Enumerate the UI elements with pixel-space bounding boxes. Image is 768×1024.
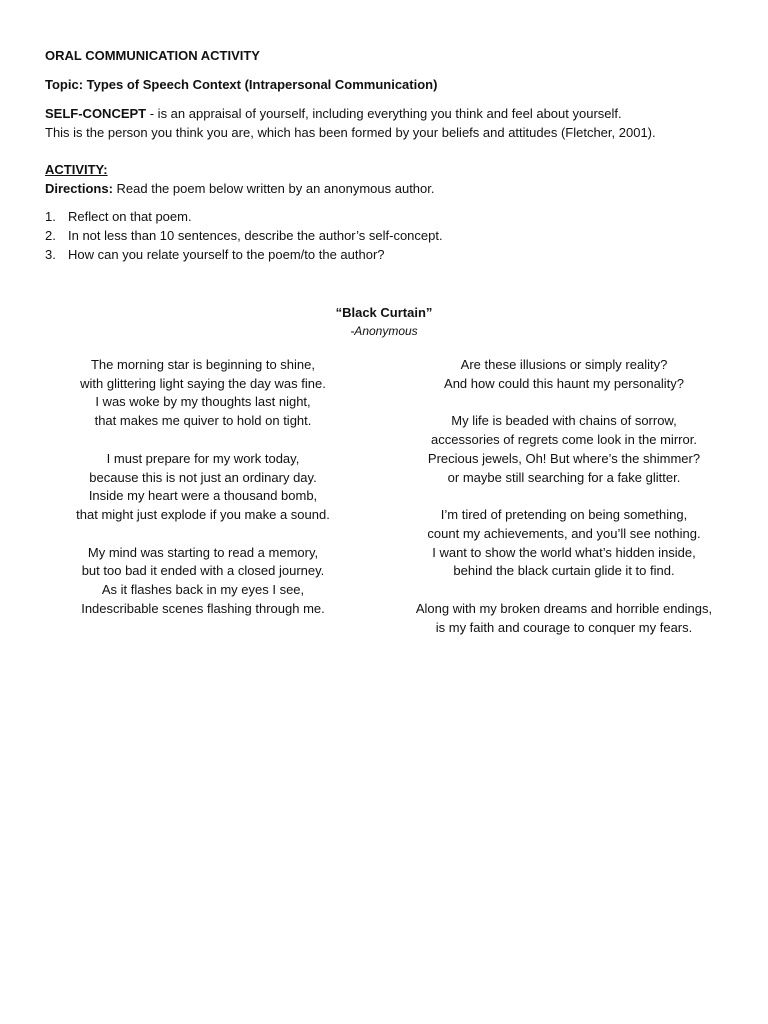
verse-line: count my achievements, and you’ll see nothing. [427, 525, 701, 541]
list-item-number: 1. [45, 209, 56, 224]
verse-line: Precious jewels, Oh! But where’s the shimmer? [427, 450, 701, 466]
verse-line: that makes me quiver to hold on tight. [94, 413, 312, 429]
stanza [60, 544, 346, 619]
verse-line: because this is not just an ordinary day. [89, 469, 317, 485]
activity-heading: ACTIVITY: [45, 162, 108, 177]
verse-line: I must prepare for my work today, [106, 450, 300, 466]
verse-line: The morning star is beginning to shine, [90, 357, 315, 372]
verse-line: I want to show the world what’s hidden inside, [432, 544, 696, 560]
directions-label: Directions: [45, 181, 113, 196]
poem-right-column [412, 356, 716, 656]
list-item-text: How can you relate yourself to the poem/to the author? [68, 247, 385, 262]
list-item-number: 2. [45, 228, 56, 243]
verse-line: that might just explode if you make a sound. [76, 506, 330, 522]
poem-author: -Anonymous [350, 324, 418, 338]
verse-line: accessories of regrets come look in the mirror. [431, 432, 697, 448]
verse-line: I was woke by my thoughts last night, [95, 394, 311, 410]
verse-line: Along with my broken dreams and horrible endings, [415, 601, 713, 617]
list-item [45, 207, 735, 226]
verse-line: or maybe still searching for a fake glitter. [447, 469, 681, 485]
stanza [60, 356, 346, 431]
self-concept-definition [45, 104, 735, 142]
list-item-text: In not less than 10 sentences, describe the author’s self-concept. [68, 228, 443, 243]
poem-left-column [60, 356, 346, 637]
directions-text: Read the poem below written by an anonymous author. [112, 181, 435, 196]
document-title: ORAL COMMUNICATION ACTIVITY [45, 48, 260, 63]
verse-line: Inside my heart were a thousand bomb, [88, 488, 318, 504]
verse-line: And how could this haunt my personality? [444, 375, 684, 391]
stanza [60, 450, 346, 525]
poem-title: “Black Curtain” [335, 305, 433, 320]
verse-line: Indescribable scenes flashing through me. [81, 600, 325, 616]
verse-line: with glittering light saying the day was fine. [80, 375, 326, 391]
verse-line: but too bad it ended with a closed journey. [81, 563, 325, 579]
stanza [412, 600, 716, 637]
list-item [45, 245, 735, 264]
stanza [412, 506, 716, 581]
verse-line: My mind was starting to read a memory, [87, 544, 319, 560]
verse-line: As it flashes back in my eyes I see, [101, 582, 305, 598]
activity-section [45, 160, 735, 198]
stanza [412, 356, 716, 393]
list-item [45, 226, 735, 245]
self-concept-line2: This is the person you think you are, which has been formed by your beliefs and attitudes (Fletcher, 2001). [45, 125, 656, 140]
verse-line: behind the black curtain glide it to find. [453, 563, 675, 579]
list-item-text: Reflect on that poem. [68, 209, 192, 224]
stanza [412, 412, 716, 487]
document-body [45, 46, 735, 264]
topic-line: Topic: Types of Speech Context (Intrapersonal Communication) [45, 77, 438, 92]
verse-line: Are these illusions or simply reality? [460, 357, 668, 372]
self-concept-term: SELF-CONCEPT [45, 106, 147, 121]
directions-list [45, 207, 735, 264]
self-concept-text: - is an appraisal of yourself, including everything you think and feel about yourself. [146, 106, 622, 121]
list-item-number: 3. [45, 247, 56, 262]
verse-line: I’m tired of pretending on being something, [440, 507, 688, 523]
verse-line: My life is beaded with chains of sorrow, [451, 413, 677, 429]
verse-line: is my faith and courage to conquer my fears. [435, 619, 693, 635]
